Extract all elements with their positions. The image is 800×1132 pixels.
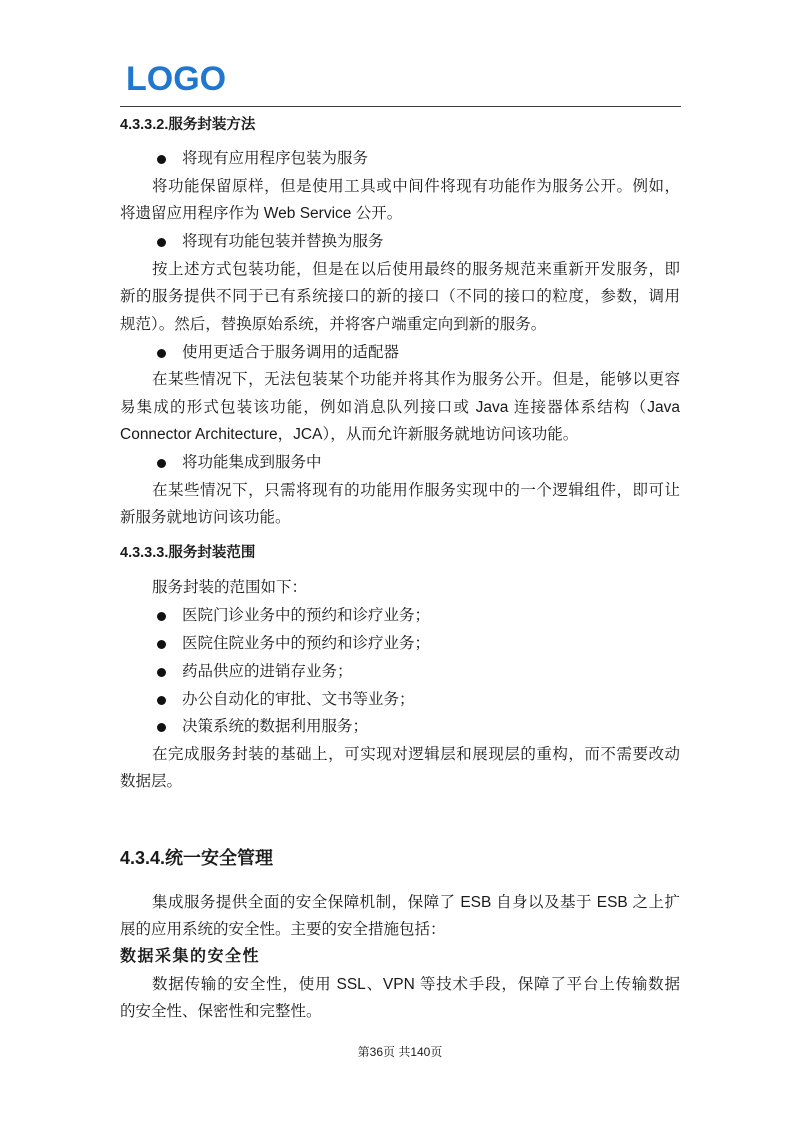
paragraph-line: Connector Architecture，JCA），从而允许新服务就地访问该功能。	[120, 426, 579, 443]
bullet-dot	[157, 723, 166, 732]
bullet-item	[0, 717, 800, 737]
paragraph-line: 在某些情况下，只需将现有的功能用作服务实现中的一个逻辑组件，即可让	[152, 482, 680, 499]
bullet-dot	[157, 155, 166, 164]
bullet-item	[0, 634, 800, 654]
bullet-dot	[157, 459, 166, 468]
bullet-text: 药品供应的进销存业务；	[182, 663, 353, 680]
bullet-text: 医院门诊业务中的预约和诊疗业务；	[182, 607, 431, 624]
paragraph-line: 易集成的形式包装该功能，例如消息队列接口或 Java 连接器体系结构（Java	[120, 399, 680, 416]
paragraph-line: 新服务就地访问该功能。	[120, 509, 291, 526]
paragraph-line: 按上述方式包装功能，但是在以后使用最终的服务规范来重新开发服务，即	[152, 261, 680, 278]
bullet-item	[0, 232, 800, 252]
bullet-dot	[157, 640, 166, 649]
paragraph-line: 服务封装的范围如下：	[152, 579, 308, 596]
section-heading-4-3-4: 4.3.4.统一安全管理	[120, 848, 274, 868]
paragraph-line: 规范）。然后，替换原始系统，并将客户端重定向到新的服务。	[120, 316, 547, 333]
bullet-dot	[157, 696, 166, 705]
page-number-footer: 第36页 共140页	[357, 1045, 443, 1059]
bullet-text: 将功能集成到服务中	[182, 454, 322, 471]
paragraph-line: 将遗留应用程序作为 Web Service 公开。	[120, 205, 403, 222]
sub-heading: 数据采集的安全性	[120, 948, 261, 965]
paragraph-line: 在某些情况下，无法包装某个功能并将其作为服务公开。但是，能够以更容	[152, 371, 680, 388]
paragraph-line: 在完成服务封装的基础上，可实现对逻辑层和展现层的重构，而不需要改动	[152, 746, 680, 763]
logo: LOGO	[126, 60, 227, 98]
paragraph-line: 展的应用系统的安全性。主要的安全措施包括：	[120, 921, 446, 938]
section-heading-4-3-3-3: 4.3.3.3.服务封装范围	[120, 545, 256, 561]
section-heading-4-3-3-2: 4.3.3.2.服务封装方法	[120, 117, 256, 133]
bullet-text: 决策系统的数据利用服务；	[182, 718, 369, 735]
bullet-item	[0, 606, 800, 626]
paragraph-line: 数据层。	[120, 773, 183, 790]
bullet-item	[0, 343, 800, 363]
header-rule	[120, 106, 681, 107]
bullet-text: 医院住院业务中的预约和诊疗业务；	[182, 635, 431, 652]
paragraph-line: 的安全性、保密性和完整性。	[120, 1003, 322, 1020]
paragraph-line: 新的服务提供不同于已有系统接口的新的接口（不同的接口的粒度，参数，调用	[120, 288, 680, 305]
bullet-text: 将现有功能包装并替换为服务	[182, 233, 384, 250]
bullet-dot	[157, 349, 166, 358]
bullet-text: 将现有应用程序包装为服务	[182, 150, 369, 167]
bullet-dot	[157, 612, 166, 621]
bullet-text: 使用更适合于服务调用的适配器	[182, 344, 400, 361]
bullet-dot	[157, 238, 166, 247]
bullet-dot	[157, 668, 166, 677]
paragraph-line: 集成服务提供全面的安全保障机制，保障了 ESB 自身以及基于 ESB 之上扩	[152, 894, 680, 911]
bullet-item	[0, 662, 800, 682]
bullet-text: 办公自动化的审批、文书等业务；	[182, 691, 415, 708]
bullet-item	[0, 690, 800, 710]
bullet-item	[0, 453, 800, 473]
paragraph-line: 将功能保留原样，但是使用工具或中间件将现有功能作为服务公开。例如，	[152, 178, 680, 195]
bullet-item	[0, 149, 800, 169]
paragraph-line: 数据传输的安全性，使用 SSL、VPN 等技术手段，保障了平台上传输数据	[152, 976, 680, 993]
